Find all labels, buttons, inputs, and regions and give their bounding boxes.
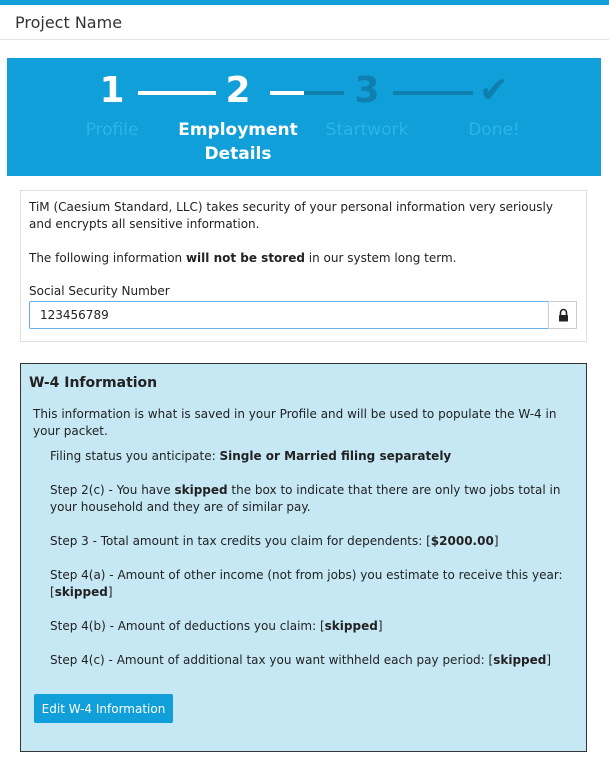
- w4-information-panel: [20, 363, 587, 752]
- step-2c-prefix: Step 2(c) - You have: [50, 483, 175, 497]
- step-4c-prefix: Step 4(c) - Amount of additional tax you want withheld each pay period: [: [50, 653, 494, 667]
- security-intro-text: TiM (Caesium Standard, LLC) takes security of your personal information very seriously and encrypts all sensitive information.: [29, 200, 553, 231]
- step-3-label: Startwork: [325, 120, 409, 140]
- step-4a-line: [50, 567, 565, 601]
- step-2-number: 2: [225, 70, 251, 111]
- step-3-number: 3: [354, 70, 380, 111]
- step-4a-suffix: ]: [107, 585, 113, 599]
- step-4b-prefix: Step 4(b) - Amount of deductions you claim: [: [50, 619, 325, 633]
- step-2-label-line2: Details: [204, 144, 272, 164]
- check-icon: ✔: [478, 70, 510, 111]
- step-done-label: Done!: [468, 120, 520, 140]
- connector-1-2: [138, 91, 216, 95]
- w4-intro: This information is what is saved in your Profile and will be used to populate the W-4 in your packet.: [33, 407, 557, 438]
- storage-notice-prefix: The following information: [29, 251, 186, 265]
- lock-addon: [548, 301, 577, 329]
- step-3-line: [50, 533, 565, 550]
- step-3-suffix: ]: [493, 534, 499, 548]
- step-2c-line: [50, 482, 565, 516]
- step-4a-prefix: Step 4(a) - Amount of other income (not from jobs) you estimate to receive this year: [: [50, 568, 563, 599]
- step-4c-line: [50, 652, 565, 669]
- step-4a-value: skipped: [54, 585, 108, 599]
- connector-3-done: [393, 91, 473, 95]
- step-4c-value: skipped: [493, 653, 547, 667]
- connector-2-3-done: [270, 91, 304, 95]
- ssn-label: Social Security Number: [29, 284, 170, 298]
- step-2c-value: skipped: [174, 483, 228, 497]
- step-2c-suffix: the box to indicate that there are only two jobs total in your household and they are of similar pay.: [50, 483, 561, 514]
- w4-title: W-4 Information: [29, 375, 158, 391]
- step-4c-suffix: ]: [546, 653, 552, 667]
- edit-w4-button[interactable]: Edit W-4 Information: [34, 694, 173, 723]
- project-header: [0, 5, 609, 40]
- step-4b-suffix: ]: [377, 619, 383, 633]
- lock-icon: [549, 302, 578, 330]
- ssn-input[interactable]: [29, 301, 549, 329]
- step-1-label: Profile: [85, 120, 139, 140]
- step-2-label-line1: Employment: [178, 120, 298, 140]
- security-info-box: [20, 190, 587, 342]
- filing-status-line: [50, 448, 565, 465]
- step-3-prefix: Step 3 - Total amount in tax credits you claim for dependents: [: [50, 534, 431, 548]
- filing-status-value: Single or Married filing separately: [219, 449, 452, 463]
- storage-notice-suffix: in our system long term.: [304, 251, 457, 265]
- project-name: Project Name: [15, 13, 123, 32]
- step-4b-value: skipped: [324, 619, 378, 633]
- storage-notice: [29, 250, 569, 267]
- filing-status-label: Filing status you anticipate:: [50, 449, 220, 463]
- step-3-value: $2000.00: [430, 534, 494, 548]
- storage-notice-bold: will not be stored: [185, 251, 305, 265]
- step-4b-line: [50, 618, 565, 635]
- progress-stepper: [7, 58, 601, 176]
- step-1-number: 1: [99, 70, 125, 111]
- connector-2-3-pending: [304, 91, 344, 95]
- step-2-label: [173, 118, 303, 166]
